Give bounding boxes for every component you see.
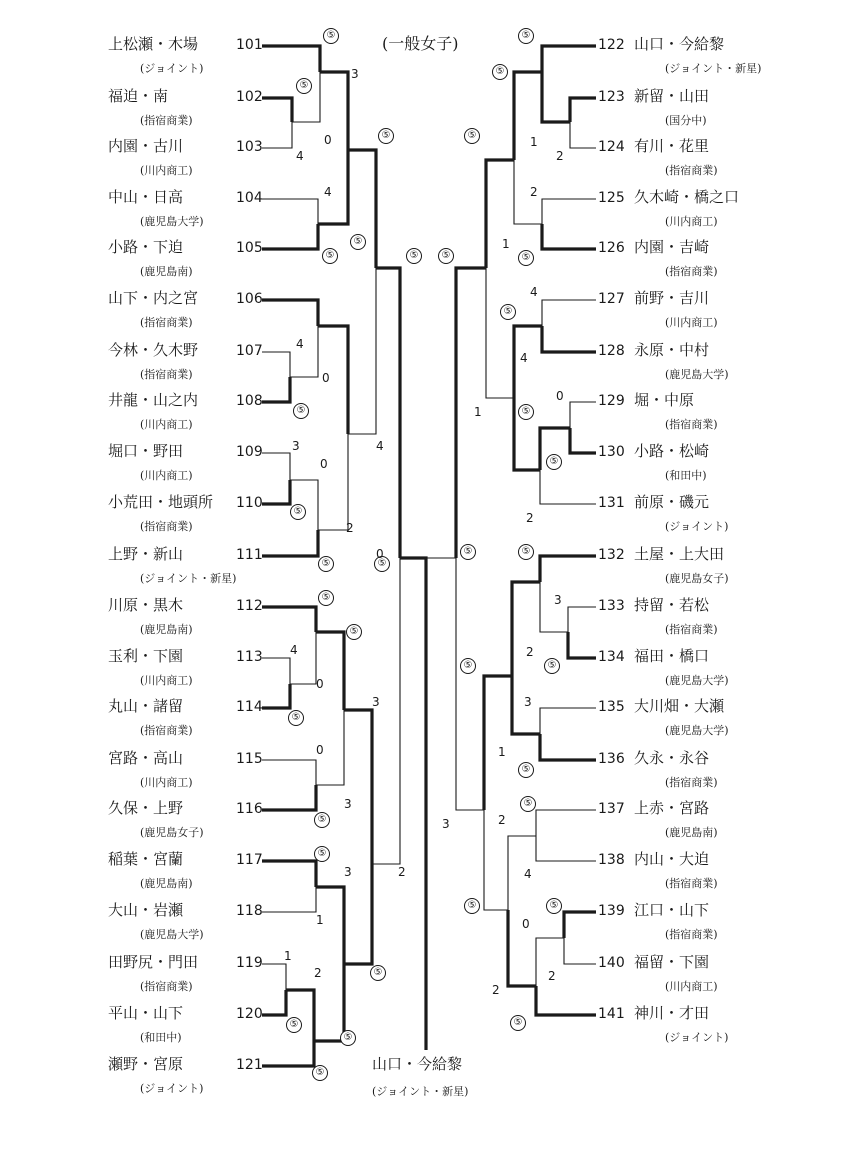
team-name: 山下・内之宮 — [108, 289, 199, 307]
team-name: 上赤・宮路 — [634, 799, 710, 817]
team-school: (鹿児島南) — [665, 826, 718, 839]
team-school: (指宿商業) — [665, 265, 718, 278]
winner-path-line — [376, 268, 400, 561]
bracket-line — [290, 326, 318, 377]
winning-score-mark: ⑤ — [500, 304, 516, 320]
team-school: (指宿商業) — [665, 877, 718, 890]
winner-path-line — [484, 676, 512, 810]
seed-number: 108 — [236, 393, 263, 409]
team-name: 宮路・高山 — [108, 749, 184, 767]
match-score: 0 — [320, 457, 328, 471]
winning-score-mark: ⑤ — [290, 504, 306, 520]
match-score: 3 — [554, 593, 562, 607]
match-score: 3 — [344, 865, 352, 879]
match-score: 0 — [522, 917, 530, 931]
seed-number: 126 — [598, 240, 625, 256]
team-school: (ジョイント) — [665, 1031, 729, 1044]
winner-path-line — [570, 98, 596, 122]
winner-path-line — [512, 582, 540, 676]
winning-score-mark: ⑤ — [464, 128, 480, 144]
winner-path-line — [262, 98, 292, 122]
team-name: 前野・吉川 — [634, 289, 710, 307]
team-school: (鹿児島南) — [140, 265, 193, 278]
team-name: 今林・久木野 — [108, 341, 199, 359]
winning-score-mark: ⑤ — [518, 762, 534, 778]
team-school: (指宿商業) — [140, 980, 193, 993]
bracket-line — [348, 268, 376, 434]
seed-number: 130 — [598, 444, 625, 460]
team-name: 福田・橋口 — [634, 647, 710, 665]
team-school: (指宿商業) — [140, 114, 193, 127]
seed-number: 111 — [236, 547, 263, 563]
winning-score-mark: ⑤ — [323, 28, 339, 44]
winning-score-mark: ⑤ — [314, 812, 330, 828]
champion-name: 山口・今給黎 — [372, 1055, 463, 1073]
team-school: (指宿商業) — [665, 623, 718, 636]
winner-path-line — [514, 326, 542, 398]
winner-path-line — [262, 990, 286, 1015]
bracket-line — [262, 964, 286, 990]
team-school: (指宿商業) — [140, 368, 193, 381]
match-score: 1 — [284, 949, 292, 963]
champion-school: (ジョイント・新星) — [372, 1085, 469, 1098]
bracket-line — [542, 300, 596, 326]
team-school: (国分中) — [665, 114, 707, 127]
team-school: (鹿児島大学) — [665, 724, 729, 737]
match-score: 1 — [498, 745, 506, 759]
seed-number: 133 — [598, 598, 625, 614]
winner-path-line — [486, 160, 514, 268]
seed-number: 113 — [236, 649, 263, 665]
bracket-line — [486, 268, 514, 398]
team-school: (川内商工) — [140, 164, 193, 177]
match-score: 1 — [316, 913, 324, 927]
match-score: 0 — [324, 133, 332, 147]
winner-path-line — [286, 990, 314, 1041]
team-name: 持留・若松 — [634, 596, 710, 614]
bracket-line — [568, 607, 596, 632]
match-score: 1 — [530, 135, 538, 149]
seed-number: 132 — [598, 547, 625, 563]
team-name: 上松瀬・木場 — [108, 35, 199, 53]
seed-number: 137 — [598, 801, 625, 817]
team-name: 神川・才田 — [634, 1004, 710, 1022]
team-school: (鹿児島南) — [140, 877, 193, 890]
winner-path-line — [542, 72, 570, 122]
winner-path-line — [262, 480, 290, 504]
team-name: 中山・日高 — [108, 188, 184, 206]
winning-score-mark: ⑤ — [346, 624, 362, 640]
winning-score-mark: ⑤ — [314, 846, 330, 862]
seed-number: 114 — [236, 699, 263, 715]
winning-score-mark: ⑤ — [296, 78, 312, 94]
team-name: 山口・今給黎 — [634, 35, 725, 53]
match-score: 2 — [346, 521, 354, 535]
seed-number: 123 — [598, 89, 625, 105]
winner-path-line — [262, 377, 290, 402]
team-name: 福迫・南 — [108, 87, 169, 105]
winner-path-line — [514, 72, 542, 160]
seed-number: 138 — [598, 852, 625, 868]
bracket-line — [262, 199, 318, 224]
winning-score-mark: ⑤ — [492, 64, 508, 80]
seed-number: 109 — [236, 444, 263, 460]
winner-path-line — [262, 1041, 314, 1066]
winner-path-line — [540, 556, 596, 582]
bracket-line — [540, 708, 596, 734]
seed-number: 128 — [598, 343, 625, 359]
winning-score-mark: ⑤ — [520, 796, 536, 812]
match-score: 0 — [316, 743, 324, 757]
match-score: 2 — [314, 966, 322, 980]
team-name: 土屋・上大田 — [634, 545, 725, 563]
team-name: 大川畑・大瀬 — [634, 697, 725, 715]
team-school: (指宿商業) — [665, 776, 718, 789]
bracket-line — [262, 760, 316, 785]
seed-number: 122 — [598, 37, 625, 53]
winner-path-line — [262, 861, 316, 887]
bracket-line — [540, 470, 596, 504]
winning-score-mark: ⑤ — [460, 658, 476, 674]
bracket-line — [564, 938, 596, 964]
winning-score-mark: ⑤ — [510, 1015, 526, 1031]
winner-path-line — [318, 150, 348, 224]
winner-path-line — [540, 734, 596, 760]
bracket-line — [318, 434, 348, 530]
winner-path-line — [568, 632, 596, 658]
team-name: 玉利・下園 — [108, 647, 184, 665]
winner-path-line — [262, 46, 320, 72]
match-score: 1 — [474, 405, 482, 419]
team-school: (川内商工) — [140, 418, 193, 431]
team-school: (指宿商業) — [140, 316, 193, 329]
seed-number: 139 — [598, 903, 625, 919]
team-school: (指宿商業) — [140, 520, 193, 533]
match-score: 3 — [344, 797, 352, 811]
winning-score-mark: ⑤ — [288, 710, 304, 726]
winner-path-line — [542, 46, 596, 72]
team-school: (川内商工) — [665, 215, 718, 228]
team-name: 堀・中原 — [634, 391, 695, 409]
match-score: 2 — [398, 865, 406, 879]
seed-number: 120 — [236, 1006, 263, 1022]
match-score: 3 — [351, 67, 359, 81]
bracket-line — [536, 836, 596, 861]
seed-number: 107 — [236, 343, 263, 359]
team-name: 川原・黒木 — [108, 596, 184, 614]
seed-number: 119 — [236, 955, 263, 971]
winning-score-mark: ⑤ — [518, 404, 534, 420]
team-name: 瀬野・宮原 — [108, 1055, 184, 1073]
seed-number: 118 — [236, 903, 263, 919]
winner-path-line — [536, 986, 596, 1015]
match-score: 0 — [556, 389, 564, 403]
team-school: (ジョイント・新星) — [665, 62, 762, 75]
winning-score-mark: ⑤ — [544, 658, 560, 674]
team-name: 小荒田・地頭所 — [108, 493, 214, 511]
match-score: 4 — [376, 439, 384, 453]
match-score: 3 — [524, 695, 532, 709]
team-school: (川内商工) — [665, 316, 718, 329]
team-school: (鹿児島南) — [140, 623, 193, 636]
team-name: 江口・山下 — [634, 901, 710, 919]
team-school: (鹿児島大学) — [665, 368, 729, 381]
match-score: 4 — [296, 149, 304, 163]
team-school: (鹿児島女子) — [665, 572, 729, 585]
team-school: (鹿児島大学) — [140, 928, 204, 941]
seed-number: 102 — [236, 89, 263, 105]
winning-score-mark: ⑤ — [350, 234, 366, 250]
match-score: 4 — [290, 643, 298, 657]
winner-path-line — [316, 632, 344, 710]
bracket-line — [542, 199, 596, 224]
match-score: 0 — [376, 547, 384, 561]
winning-score-mark: ⑤ — [318, 556, 334, 572]
winning-score-mark: ⑤ — [518, 28, 534, 44]
match-score: 1 — [502, 237, 510, 251]
winning-score-mark: ⑤ — [546, 454, 562, 470]
seed-number: 129 — [598, 393, 625, 409]
seed-number: 105 — [236, 240, 263, 256]
team-school: (ジョイント・新星) — [140, 572, 237, 585]
winner-path-line — [542, 326, 596, 352]
team-school: (川内商工) — [140, 674, 193, 687]
winning-score-mark: ⑤ — [374, 556, 390, 572]
winning-score-mark: ⑤ — [546, 898, 562, 914]
team-name: 井龍・山之内 — [108, 391, 199, 409]
team-school: (指宿商業) — [665, 164, 718, 177]
seed-number: 125 — [598, 190, 625, 206]
bracket-line — [570, 402, 596, 428]
team-name: 大山・岩瀬 — [108, 901, 184, 919]
team-school: (指宿商業) — [665, 418, 718, 431]
seed-number: 117 — [236, 852, 263, 868]
team-name: 平山・山下 — [108, 1004, 184, 1022]
bracket-line — [372, 558, 400, 864]
match-score: 4 — [524, 867, 532, 881]
match-score: 0 — [322, 371, 330, 385]
team-school: (鹿児島大学) — [140, 215, 204, 228]
match-score: 2 — [526, 645, 534, 659]
bracket-line — [262, 658, 290, 684]
team-name: 内園・吉崎 — [634, 238, 710, 256]
winning-score-mark: ⑤ — [464, 898, 480, 914]
seed-number: 141 — [598, 1006, 625, 1022]
team-name: 前原・磯元 — [634, 493, 710, 511]
winning-score-mark: ⑤ — [293, 403, 309, 419]
team-school: (川内商工) — [140, 776, 193, 789]
team-school: (ジョイント) — [140, 62, 204, 75]
team-school: (川内商工) — [140, 469, 193, 482]
winner-path-line — [262, 530, 318, 556]
bracket-line — [290, 632, 316, 684]
team-school: (指宿商業) — [665, 928, 718, 941]
team-school: (和田中) — [665, 469, 707, 482]
winner-path-line — [542, 224, 596, 249]
seed-number: 134 — [598, 649, 625, 665]
match-score: 3 — [372, 695, 380, 709]
seed-number: 115 — [236, 751, 263, 767]
seed-number: 110 — [236, 495, 263, 511]
match-score: 2 — [492, 983, 500, 997]
winning-score-mark: ⑤ — [438, 248, 454, 264]
seed-number: 106 — [236, 291, 263, 307]
bracket-line — [262, 352, 290, 377]
team-name: 小路・松崎 — [634, 442, 710, 460]
seed-number: 127 — [598, 291, 625, 307]
team-name: 福留・下園 — [634, 953, 710, 971]
winner-path-line — [348, 150, 376, 268]
seed-number: 103 — [236, 139, 263, 155]
bracket-line — [262, 122, 292, 148]
match-score: 4 — [296, 337, 304, 351]
winner-path-line — [262, 300, 318, 326]
match-score: 2 — [498, 813, 506, 827]
team-name: 堀口・野田 — [108, 442, 184, 460]
team-school: (指宿商業) — [140, 724, 193, 737]
bracket-line — [262, 453, 290, 480]
team-name: 小路・下迫 — [108, 238, 184, 256]
team-name: 有川・花里 — [634, 137, 710, 155]
team-name: 久木崎・橋之口 — [634, 188, 740, 206]
bracket-line — [570, 122, 596, 148]
match-score: 2 — [548, 969, 556, 983]
winner-path-line — [262, 684, 290, 708]
winning-score-mark: ⑤ — [318, 590, 334, 606]
seed-number: 131 — [598, 495, 625, 511]
seed-number: 136 — [598, 751, 625, 767]
winning-score-mark: ⑤ — [518, 544, 534, 560]
seed-number: 121 — [236, 1057, 263, 1073]
winning-score-mark: ⑤ — [378, 128, 394, 144]
bracket-line — [456, 558, 484, 810]
seed-number: 135 — [598, 699, 625, 715]
match-score: 3 — [292, 439, 300, 453]
match-score: 4 — [324, 185, 332, 199]
match-score: 2 — [526, 511, 534, 525]
winner-path-line — [344, 710, 372, 864]
team-name: 久保・上野 — [108, 799, 184, 817]
winning-score-mark: ⑤ — [286, 1017, 302, 1033]
winning-score-mark: ⑤ — [340, 1030, 356, 1046]
winning-score-mark: ⑤ — [406, 248, 422, 264]
team-school: (鹿児島女子) — [140, 826, 204, 839]
team-name: 上野・新山 — [108, 545, 184, 563]
team-school: (和田中) — [140, 1031, 182, 1044]
bracket-line — [508, 836, 536, 910]
match-score: 2 — [556, 149, 564, 163]
winner-path-line — [570, 428, 596, 453]
winning-score-mark: ⑤ — [460, 544, 476, 560]
winning-score-mark: ⑤ — [322, 248, 338, 264]
team-name: 久永・永谷 — [634, 749, 710, 767]
bracket-line — [514, 160, 542, 224]
winning-score-mark: ⑤ — [518, 250, 534, 266]
match-score: 4 — [520, 351, 528, 365]
bracket-title: (一般女子) — [382, 34, 459, 53]
winner-path-line — [262, 785, 316, 810]
team-name: 田野尻・門田 — [108, 953, 199, 971]
bracket-line — [262, 887, 316, 912]
seed-number: 104 — [236, 190, 263, 206]
team-name: 内園・古川 — [108, 137, 184, 155]
match-score: 2 — [530, 185, 538, 199]
team-name: 丸山・諸留 — [108, 697, 184, 715]
match-score: 0 — [316, 677, 324, 691]
team-name: 永原・中村 — [634, 341, 710, 359]
winner-path-line — [400, 558, 426, 1050]
team-name: 新留・山田 — [634, 87, 710, 105]
team-school: (鹿児島大学) — [665, 674, 729, 687]
winning-score-mark: ⑤ — [370, 965, 386, 981]
team-school: (川内商工) — [665, 980, 718, 993]
winner-path-line — [262, 224, 318, 249]
winner-path-line — [262, 607, 316, 632]
match-score: 3 — [442, 817, 450, 831]
seed-number: 124 — [598, 139, 625, 155]
team-name: 内山・大迫 — [634, 850, 710, 868]
seed-number: 116 — [236, 801, 263, 817]
winner-path-line — [564, 912, 596, 938]
team-school: (ジョイント) — [665, 520, 729, 533]
bracket-line — [540, 582, 568, 632]
winner-path-line — [344, 864, 372, 964]
seed-number: 112 — [236, 598, 263, 614]
seed-number: 140 — [598, 955, 625, 971]
team-school: (ジョイント) — [140, 1082, 204, 1095]
bracket-line — [536, 810, 596, 836]
seed-number: 101 — [236, 37, 263, 53]
match-score: 4 — [530, 285, 538, 299]
team-name: 稲葉・宮蘭 — [108, 850, 184, 868]
winning-score-mark: ⑤ — [312, 1065, 328, 1081]
